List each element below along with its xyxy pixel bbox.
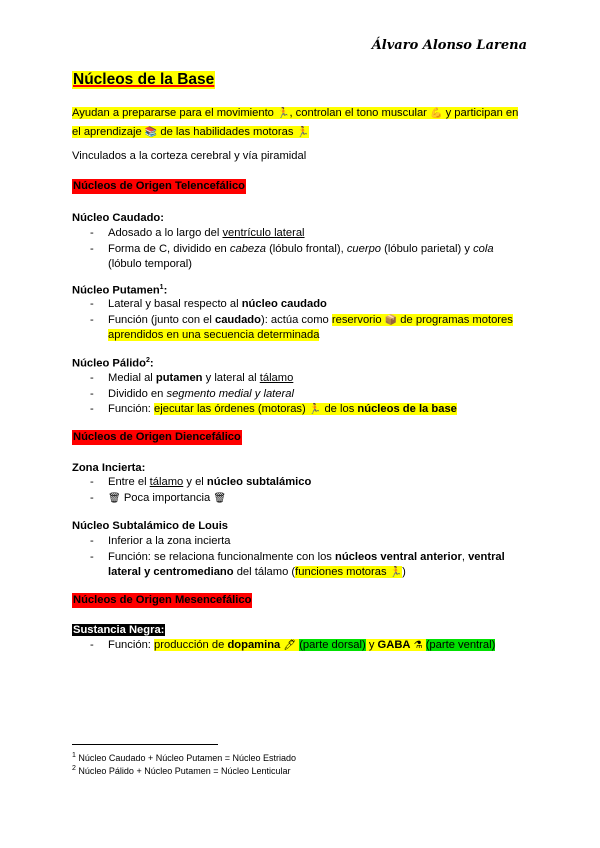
negra-heading: Sustancia Negra: bbox=[73, 624, 165, 636]
list-item: - Inferior a la zona incierta bbox=[90, 534, 520, 550]
palido-list bbox=[90, 371, 520, 418]
section-telencefalico: Núcleos de Origen Telencefálico bbox=[73, 180, 246, 192]
caudado-list bbox=[90, 226, 520, 273]
list-item: - Forma de C, dividido en cabeza (lóbulo frontal), cuerpo (lóbulo parietal) y cola (lóbulo temporal) bbox=[90, 242, 520, 273]
list-item: - Medial al putamen y lateral al tálamo bbox=[90, 371, 520, 387]
list-item: - Adosado a lo largo del ventrículo lateral bbox=[90, 226, 520, 242]
list-item: - Función: ejecutar las órdenes (motoras) 🏃 de los núcleos de la base bbox=[90, 402, 520, 418]
page-title: Núcleos de la Base bbox=[73, 71, 215, 88]
footnote-separator bbox=[72, 744, 218, 745]
footnote-2: $^2$ Núcleo Pálido + Núcleo Putamen = Núcleo Lenticular bbox=[72, 765, 291, 776]
trash-icon: 🗑 bbox=[213, 492, 227, 504]
muscle-icon: 💪 bbox=[430, 108, 443, 119]
running-icon: 🏃 bbox=[277, 108, 290, 119]
list-item: - Entre el tálamo y el núcleo subtalámico bbox=[90, 475, 520, 491]
putamen-heading: Núcleo Putamen$^1$: bbox=[72, 284, 168, 297]
subtalamico-list bbox=[90, 534, 520, 581]
caudado-heading: Núcleo Caudado: bbox=[72, 212, 164, 224]
incierta-list bbox=[90, 475, 520, 506]
list-item: - 🗑 Poca importancia 🗑 bbox=[90, 491, 520, 507]
intro-paragraph: Ayudan a prepararse para el movimiento 🏃, controlan el tono muscular 💪 y participan en el aprendizaje 📚 de las habilidades motoras 🏃 bbox=[72, 107, 519, 138]
list-item: - Función: se relaciona funcionalmente con los núcleos ventral anterior, ventral lateral y centromediano del tálamo (funciones motoras 🏃) bbox=[90, 550, 520, 581]
palido-heading: Núcleo Pálido$^2$: bbox=[72, 357, 154, 370]
list-item: - Función (junto con el caudado): actúa como reservorio 📦 de programas motores aprendidos en una secuencia determinada bbox=[90, 313, 520, 344]
subtalamico-heading: Núcleo Subtalámico de Louis bbox=[72, 520, 229, 532]
incierta-heading: Zona Incierta: bbox=[72, 462, 146, 474]
box-icon: 📦 bbox=[384, 314, 398, 326]
pencil-icon: 🖊 bbox=[283, 640, 297, 651]
linked-text: Vinculados a la corteza cerebral y vía piramidal bbox=[72, 150, 307, 162]
footnote-1: $^1$ Núcleo Caudado + Núcleo Putamen = Núcleo Estriado bbox=[72, 752, 297, 763]
negra-list bbox=[90, 638, 550, 654]
running-icon: 🏃 bbox=[389, 567, 403, 578]
author-name: Álvaro Alonso Larena bbox=[371, 38, 527, 53]
list-item: - Función: producción de dopamina 🖊 (parte dorsal) y GABA ⚗ (parte ventral) bbox=[90, 638, 550, 654]
running-icon: 🏃 bbox=[308, 404, 322, 415]
flask-icon: ⚗ bbox=[413, 640, 423, 651]
running-icon: 🏃 bbox=[296, 127, 309, 138]
books-icon: 📚 bbox=[144, 127, 158, 138]
list-item: - Lateral y basal respecto al núcleo caudado bbox=[90, 297, 520, 313]
putamen-list bbox=[90, 297, 520, 344]
section-diencefalico: Núcleos de Origen Diencefálico bbox=[73, 431, 241, 443]
section-mesencefalico: Núcleos de Origen Mesencefálico bbox=[73, 594, 252, 606]
list-item: - Dividido en segmento medial y lateral bbox=[90, 387, 520, 403]
trash-icon: 🗑 bbox=[108, 492, 121, 504]
